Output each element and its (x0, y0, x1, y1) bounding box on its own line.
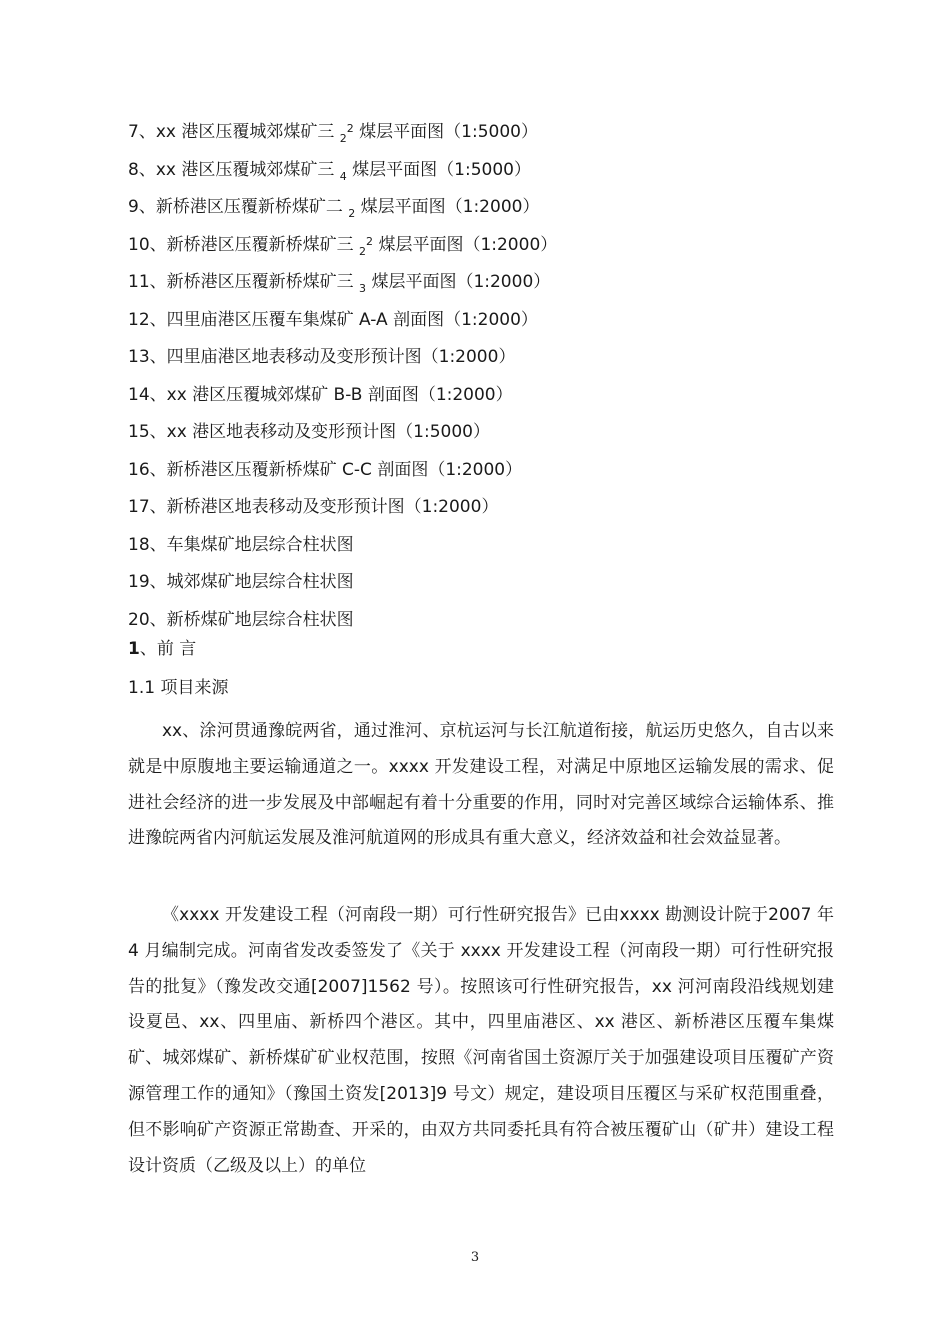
list-item: 14、xx 港区压覆城郊煤矿 B-B 剖面图（1:2000） (128, 384, 513, 405)
list-item: 12、四里庙港区压覆车集煤矿 A-A 剖面图（1:2000） (128, 309, 538, 330)
page-number: 3 (470, 1250, 480, 1265)
list-item: 10、新桥港区压覆新桥煤矿三 $_2^2$ 煤层平面图（1:2000） (128, 234, 558, 258)
list-item: 9、新桥港区压覆新桥煤矿二 $_2$ 煤层平面图（1:2000） (128, 197, 540, 220)
list-item: 13、四里庙港区地表移动及变形预计图（1:2000） (128, 347, 516, 367)
list-item: 20、新桥煤矿地层综合柱状图 (128, 609, 354, 630)
list-item: 16、新桥港区压覆新桥煤矿 C-C 剖面图（1:2000） (128, 459, 523, 480)
section-heading (128, 634, 196, 664)
figure-list (128, 117, 828, 642)
list-item: 8、xx 港区压覆城郊煤矿三 $_4$ 煤层平面图（1:5000） (128, 159, 531, 183)
list-item: 7、xx 港区压覆城郊煤矿三 $_2^2$ 煤层平面图（1:5000） (128, 122, 538, 145)
section-title: 、前 言 (139, 639, 197, 659)
body-paragraph: xx、涂河贯通豫皖两省，通过淮河、京杭运河与长江航道衔接，航运历史悠久，自古以来就是中原腹地主要运输通道之一。xxxx 开发建设工程，对满足中原地区运输发展的需求、促进社会经济的进一步发展及中部崛起有着十分重要的作用，同时对完善区域综合运输体系、推进豫皖两省内河航运发展及淮河航道网的形成具有重大意义，经济效益和社会效益显著。 (128, 721, 834, 849)
section-number: 1 (128, 639, 140, 659)
list-item: 19、城郊煤矿地层综合柱状图 (128, 572, 354, 592)
body-paragraph: 《xxxx 开发建设工程（河南段一期）可行性研究报告》已由xxxx 勘测设计院于2007 年 4 月编制完成。河南省发改委签发了《关于 xxxx 开发建设工程（河南段一期）可行性研究报告的批复》（豫发改交通[2007]1562 号）。按照该可行性研究报告，xx 河河南段沿线规划建设夏邑、xx、四里庙、新桥四个港区。其中，四里庙港区、xx 港区、新桥港区压覆车集煤矿、城郊煤矿、新桥煤矿矿业权范围，按照《河南省国土资源厅关于加强建设项目压覆矿产资源管理工作的通知》（豫国土资发[2013]9 号文）规定，建设项目压覆区与采矿权范围重叠，但不影响矿产资源正常勘查、开采的，由双方共同委托具有符合被压覆矿山（矿井）建设工程设计资质（乙级及以上）的单位 (128, 905, 834, 1176)
subsection-heading: 1.1 项目来源 (128, 678, 229, 698)
list-item: 15、xx 港区地表移动及变形预计图（1:5000） (128, 422, 490, 442)
list-item: 17、新桥港区地表移动及变形预计图（1:2000） (128, 497, 499, 517)
list-item: 18、车集煤矿地层综合柱状图 (128, 534, 354, 555)
list-item: 11、新桥港区压覆新桥煤矿三 $_3$ 煤层平面图（1:2000） (128, 272, 551, 295)
